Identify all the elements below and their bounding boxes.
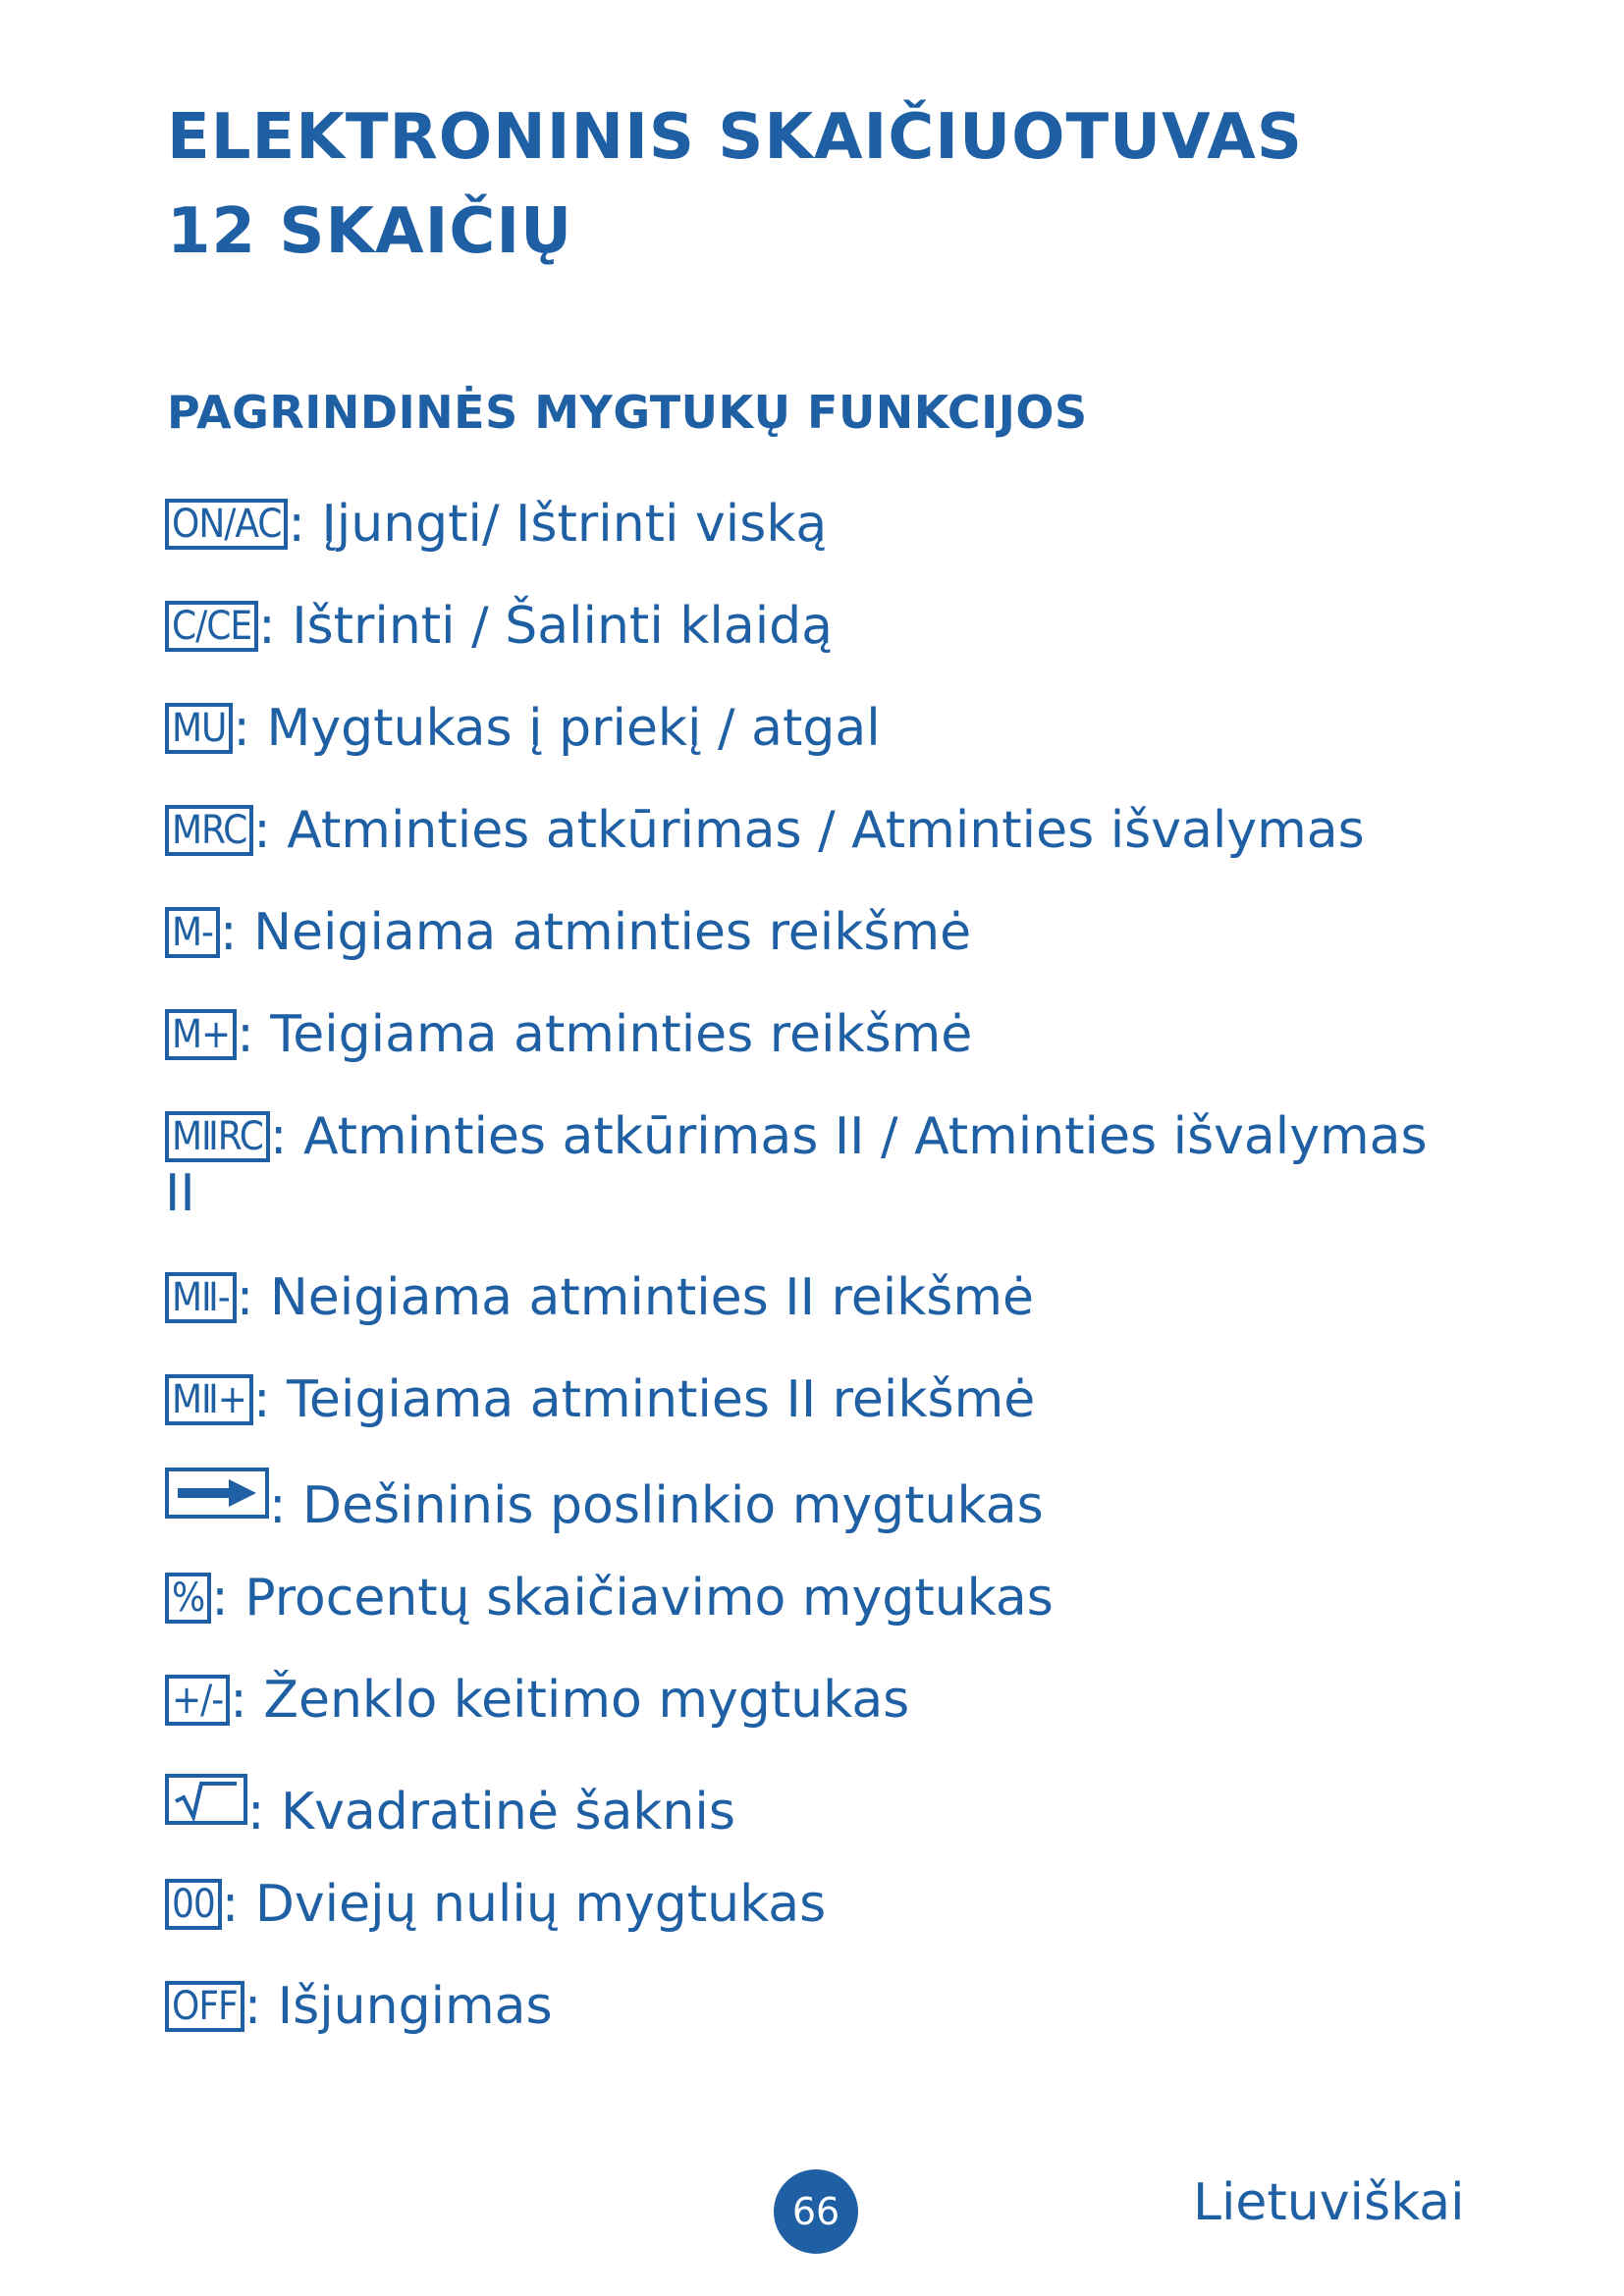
off-key-icon: OFF	[165, 1981, 244, 2032]
on-ac-key-icon: ON/AC	[165, 499, 288, 550]
function-description: : Teigiama atminties reikšmė	[237, 1005, 973, 1064]
list-item	[165, 496, 827, 553]
c-ce-key-icon: C/CE	[165, 601, 258, 652]
list-item	[165, 904, 971, 961]
m2-rc-key-icon: MⅡRC	[165, 1111, 270, 1162]
function-description: : Įjungti/ Ištrinti viską	[288, 495, 828, 554]
function-description: : Kvadratinė šaknis	[247, 1783, 735, 1842]
function-description: : Dešininis poslinkio mygtukas	[269, 1476, 1044, 1535]
list-item	[165, 1108, 1471, 1222]
function-description: : Išjungimas	[244, 1977, 553, 2036]
function-description: : Ženklo keitimo mygtukas	[230, 1671, 910, 1730]
list-item	[165, 598, 833, 655]
list-item	[165, 1978, 553, 2035]
list-item	[165, 1570, 1054, 1627]
function-description: : Teigiama atminties II reikšmė	[252, 1370, 1036, 1429]
list-item	[165, 1672, 909, 1729]
function-description: : Neigiama atminties reikšmė	[220, 903, 972, 962]
mu-key-icon: MU	[165, 703, 233, 754]
function-description: : Atminties atkūrimas II / Atminties išvalymas II	[165, 1107, 1428, 1223]
plus-minus-key-icon: +/-	[165, 1675, 230, 1726]
language-label: Lietuviškai	[1193, 2173, 1465, 2232]
m2-minus-key-icon: MⅡ-	[165, 1272, 237, 1323]
function-description: : Dviejų nulių mygtukas	[221, 1875, 827, 1934]
list-item	[165, 700, 881, 757]
square-root-icon	[165, 1774, 247, 1825]
page-number-badge: 66	[774, 2169, 858, 2254]
m2-plus-key-icon: MⅡ+	[165, 1374, 253, 1425]
title-line-2: 12 SKAIČIŲ	[167, 195, 573, 268]
mrc-key-icon: MRC	[165, 805, 253, 856]
list-item	[165, 1468, 1044, 1534]
right-arrow-icon	[165, 1468, 269, 1519]
list-item	[165, 1774, 735, 1841]
function-description: : Procentų skaičiavimo mygtukas	[211, 1569, 1054, 1628]
function-description: : Neigiama atminties II reikšmė	[236, 1268, 1035, 1327]
list-item	[165, 1876, 826, 1933]
m-minus-key-icon: M-	[165, 907, 220, 958]
list-item	[165, 1006, 972, 1063]
function-description: : Ištrinti / Šalinti klaidą	[258, 597, 834, 656]
function-description: : Atminties atkūrimas / Atminties išvalymas	[253, 801, 1365, 860]
document-title	[167, 90, 1303, 279]
section-heading: PAGRINDINĖS MYGTUKŲ FUNKCIJOS	[167, 386, 1088, 439]
list-item	[165, 1269, 1034, 1326]
list-item	[165, 1371, 1035, 1428]
title-line-1: ELEKTRONINIS SKAIČIUOTUVAS	[167, 101, 1303, 174]
list-item	[165, 802, 1365, 859]
m-plus-key-icon: M+	[165, 1009, 237, 1060]
percent-key-icon: %	[165, 1573, 211, 1624]
function-description: : Mygtukas į priekį / atgal	[233, 699, 881, 758]
double-zero-key-icon: 00	[165, 1879, 222, 1930]
